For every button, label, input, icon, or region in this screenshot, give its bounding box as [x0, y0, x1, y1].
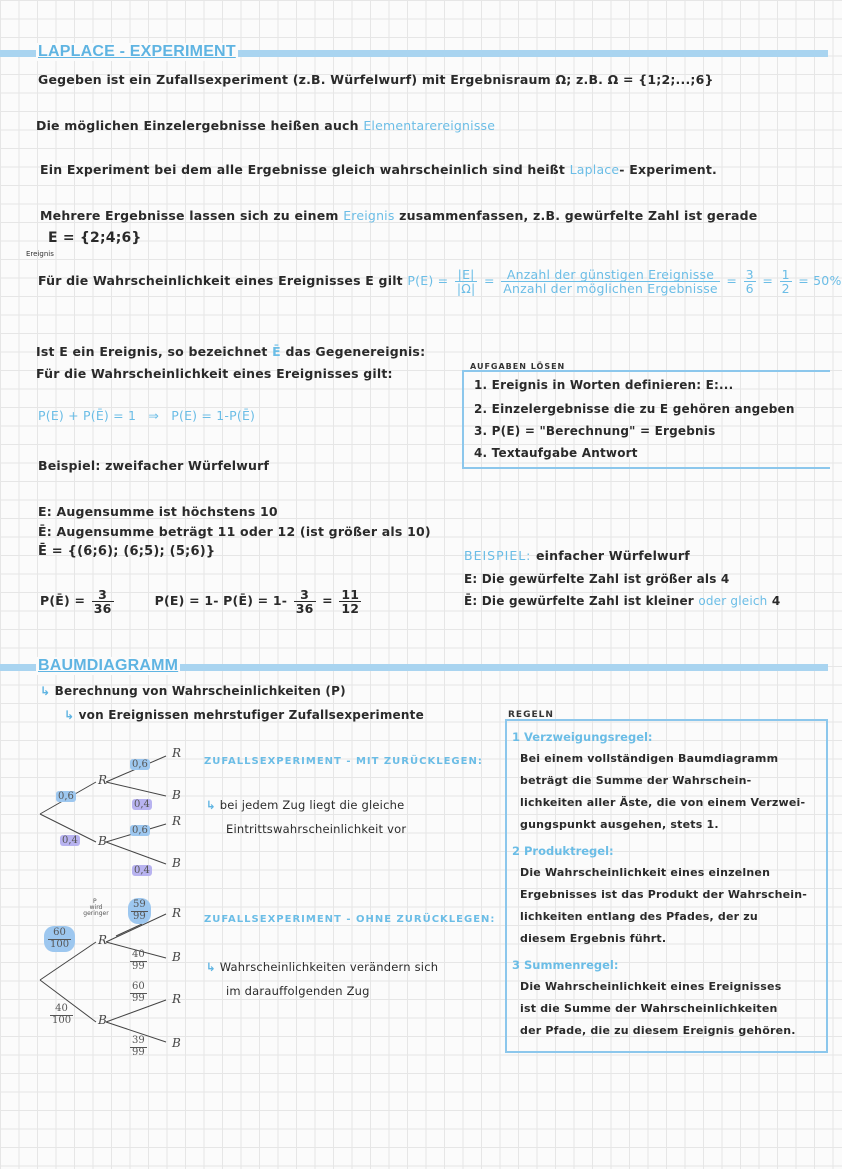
- laplace-line3: [40, 162, 717, 177]
- mit-text2: Eintrittswahrscheinlichkeit vor: [226, 822, 407, 836]
- tree1-leaf-3: R: [172, 814, 182, 828]
- aufgaben-item-1: 1. Ereignis in Worten definieren: E:...: [474, 378, 734, 392]
- ohne-zuruecklegen-title: ZUFALLSEXPERIMENT - OHNE ZURÜCKLEGEN:: [204, 914, 496, 925]
- regel2-line-2: Ergebnisses ist das Produkt der Wahrschein-: [520, 888, 808, 901]
- aufgaben-item-2: 2. Einzelergebnisse die zu E gehören angeben: [474, 402, 795, 416]
- regel3-line-3: der Pfade, die zu diesem Ereignis gehören.: [520, 1024, 796, 1037]
- tree2-leaf-1: R: [172, 906, 182, 920]
- prob-lhs: P(E) =: [407, 273, 449, 289]
- regel2-title: 2 Produktregel:: [512, 844, 614, 858]
- regel2-line-4: diesem Ergebnis führt.: [520, 932, 667, 945]
- tree2-pb: $\frac{40}{99}$: [132, 949, 145, 972]
- tree2-node-b: B: [98, 1013, 107, 1027]
- line4-suffix: zusammenfassen, z.B. gewürfelte Zahl ist gerade: [399, 208, 758, 223]
- regel2-line-3: lichkeiten entlang des Pfades, der zu: [520, 910, 758, 923]
- line2-text: Die möglichen Einzelergebnisse heißen auch: [36, 118, 359, 133]
- ereignis-term: Ereignis: [343, 208, 395, 223]
- tree2-leaf-4: B: [172, 1036, 181, 1050]
- tree2-note-p: P: [93, 898, 97, 905]
- tree2-pa: $\frac{59}{99}$: [126, 898, 153, 924]
- regel1-line-1: Bei einem vollständigen Baumdiagramm: [520, 752, 779, 765]
- example-ebar: Ē: Augensumme beträgt 11 oder 12 (ist größer als 10): [38, 524, 431, 539]
- regel2-line-1: Die Wahrscheinlichkeit eines einzelnen: [520, 866, 771, 879]
- example-title: Beispiel: zweifacher Würfelwurf: [38, 458, 270, 473]
- tree1-p1: 0,6: [58, 791, 74, 802]
- complement-symbol: Ē: [272, 344, 281, 359]
- prob-frac-1: $\frac{|E|}{|\Omega|}$: [456, 267, 476, 297]
- mit-text: ↳ bei jedem Zug liegt die gleiche: [206, 798, 405, 812]
- tree1-pa: 0,6: [132, 759, 148, 770]
- prob-frac-2: $\frac{\text{Anzahl der günstigen Ereignisse}}{\text{Anzahl der möglichen Ergebnisse}}$: [503, 267, 718, 297]
- ohne-text: ↳ Wahrscheinlichkeiten verändern sich: [206, 960, 439, 974]
- tree1-leaf-1: R: [172, 746, 182, 760]
- baum-sub2: ↳ von Ereignissen mehrstufiger Zufallsexperimente: [64, 708, 424, 722]
- prob-intro: Für die Wahrscheinlichkeit eines Ereignisses E gilt: [38, 273, 403, 289]
- complement-line1: Ist E ein Ereignis, so bezeichnet Ē das Gegenereignis:: [36, 344, 426, 359]
- tree2-p2: $\frac{40}{100}$: [52, 1003, 72, 1026]
- laplace-title: LAPLACE - EXPERIMENT: [38, 43, 236, 60]
- ohne-text2: im darauffolgenden Zug: [226, 984, 370, 998]
- example-e: E: Augensumme ist höchstens 10: [38, 504, 278, 519]
- baum-sub1: ↳ Berechnung von Wahrscheinlichkeiten (P): [40, 684, 346, 698]
- beispiel2-title: BEISPIEL: einfacher Würfelwurf: [464, 548, 690, 563]
- laplace-line4: [40, 208, 757, 223]
- regel1-line-4: gungspunkt ausgehen, stets 1.: [520, 818, 719, 831]
- prob-result: = 50%: [798, 273, 842, 289]
- tree2-p1: $\frac{60}{100}$: [42, 926, 77, 952]
- regeln-title: REGELN: [508, 710, 554, 720]
- regel3-line-1: Die Wahrscheinlichkeit eines Ereignisses: [520, 980, 782, 993]
- line3-suffix: - Experiment.: [619, 162, 718, 177]
- tree1-node-b: B: [98, 834, 107, 848]
- tree2-leaf-3: R: [172, 992, 182, 1006]
- laplace-line2: [36, 118, 495, 133]
- line4-text: Mehrere Ergebnisse lassen sich zu einem: [40, 208, 339, 223]
- regel1-line-3: lichkeiten aller Äste, die von einem Verzwei-: [520, 796, 806, 809]
- regel1-line-2: beträgt die Summe der Wahrschein-: [520, 774, 752, 787]
- tree2-leaf-2: B: [172, 950, 181, 964]
- tree2-node-r: R: [98, 933, 108, 947]
- tree2-pd: $\frac{39}{99}$: [132, 1035, 145, 1058]
- example-set: Ē = {(6;6); (6;5); (5;6)}: [38, 544, 216, 559]
- aufgaben-item-3: 3. P(E) = "Berechnung" = Ergebnis: [474, 424, 716, 438]
- tree1-pd: 0,4: [134, 865, 150, 876]
- beispiel2-ebar: Ē: Die gewürfelte Zahl ist kleiner oder gleich 4: [464, 594, 781, 608]
- regel3-title: 3 Summenregel:: [512, 958, 619, 972]
- tree2-note: wird geringer: [83, 904, 109, 917]
- probability-formula: Für die Wahrscheinlichkeit eines Ereignisses E gilt P(E) = $\frac{|E|}{|\Omega|}$ = $\frac{\text{Anzahl der günstigen Ereignisse}}{\text{Anzahl der möglichen Ergebnisse}}$ = $\frac{3}{6}$ = $\frac{1}{2}$ = 50%: [38, 267, 842, 297]
- tree1-p2: 0,4: [62, 835, 78, 846]
- laplace-line1: Gegeben ist ein Zufallsexperiment (z.B. Würfelwurf) mit Ergebnisraum Ω; z.B. Ω = {1;2;...;6}: [38, 72, 714, 87]
- regel3-line-2: ist die Summe der Wahrscheinlichkeiten: [520, 1002, 778, 1015]
- aufgaben-item-4: 4. Textaufgabe Antwort: [474, 446, 638, 460]
- event-note: Ereignis: [26, 250, 54, 258]
- prob-frac-4: $\frac{1}{2}$: [781, 267, 790, 297]
- tree1-pc: 0,6: [132, 825, 148, 836]
- aufgaben-title: AUFGABEN LÖSEN: [470, 362, 566, 371]
- complement-formula: P(E) + P(Ē) = 1 ⇒ P(E) = 1-P(Ē): [38, 408, 256, 423]
- complement-line2: Für die Wahrscheinlichkeit eines Ereignisses gilt:: [36, 366, 393, 381]
- tree1-leaf-4: B: [172, 856, 181, 870]
- laplace-term: Laplace: [569, 162, 620, 177]
- event-example: E = {2;4;6}: [48, 230, 142, 246]
- beispiel2-e: E: Die gewürfelte Zahl ist größer als 4: [464, 572, 730, 586]
- line3-text: Ein Experiment bei dem alle Ergebnisse gleich wahrscheinlich sind heißt: [40, 162, 566, 177]
- tree1-leaf-2: B: [172, 788, 181, 802]
- example-probabilities: P(Ē) = $\frac{3}{36}$ P(E) = 1- P(Ē) = 1- $\frac{3}{36}$ = $\frac{11}{12}$: [40, 587, 360, 617]
- mit-zuruecklegen-title: ZUFALLSEXPERIMENT - MIT ZURÜCKLEGEN:: [204, 756, 483, 767]
- elementarereignisse-term: Elementarereignisse: [363, 118, 496, 133]
- regel1-title: 1 Verzweigungsregel:: [512, 730, 653, 744]
- tree1-node-r: R: [98, 773, 108, 787]
- tree2-pc: $\frac{60}{99}$: [132, 981, 145, 1004]
- prob-frac-3: $\frac{3}{6}$: [745, 267, 754, 297]
- baum-title: BAUMDIAGRAMM: [38, 657, 179, 674]
- tree1-pb: 0,4: [134, 799, 150, 810]
